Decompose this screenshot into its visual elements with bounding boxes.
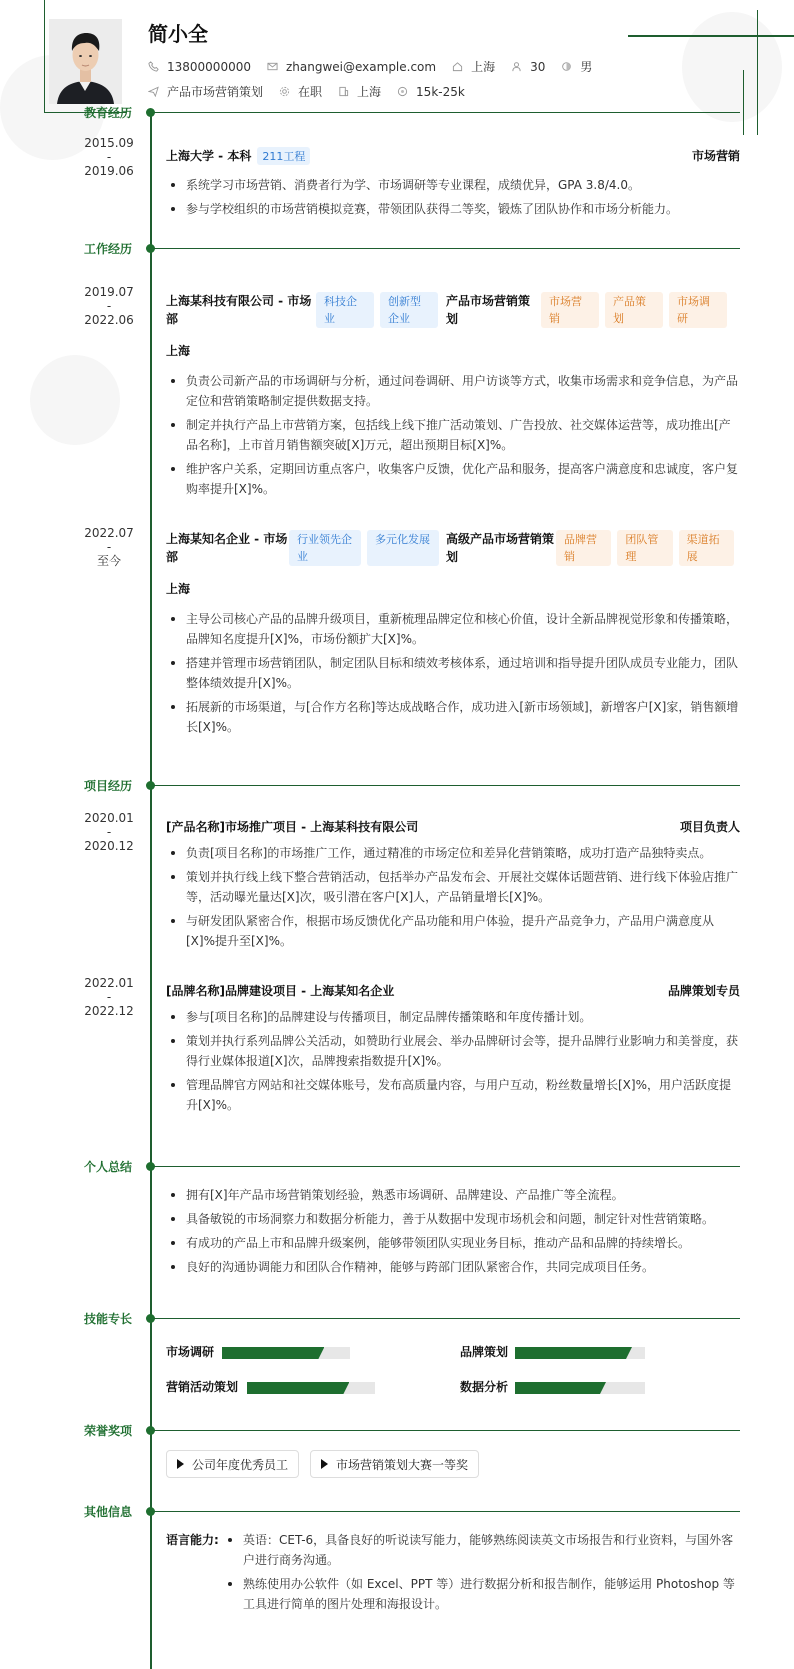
project-bullets xyxy=(166,843,740,951)
skill-name: 营销活动策划 xyxy=(166,1380,239,1394)
section-divider xyxy=(154,248,740,249)
project-bullets xyxy=(166,1007,740,1115)
decor-line-right-h xyxy=(628,35,794,37)
list-item: 具备敏锐的市场洞察力和数据分析能力，善于从数据中发现市场机会和问题，制定针对性营销策略。 xyxy=(166,1209,740,1229)
person-icon xyxy=(511,61,522,72)
major: 市场营销 xyxy=(691,149,740,163)
position-tag: 团队管理 xyxy=(617,530,672,566)
date-range: 2022.07 - 至今 xyxy=(84,526,134,568)
project-title: [产品名称]市场推广项目 - 上海某科技有限公司 xyxy=(166,820,419,834)
candidate-name: 简小全 xyxy=(148,22,208,46)
avatar xyxy=(49,19,122,104)
section-title-education: 教育经历 xyxy=(84,106,133,120)
work-location: 上海 xyxy=(166,582,191,596)
company-tag: 创新型企业 xyxy=(380,292,438,328)
skill-name: 市场调研 xyxy=(166,1345,215,1359)
skill-bar-fill xyxy=(515,1382,606,1394)
skill-bar-fill xyxy=(247,1382,349,1394)
section-divider xyxy=(154,1511,740,1512)
company-tags xyxy=(289,530,446,566)
contact-phone: 13800000000 xyxy=(148,60,251,74)
gender-icon xyxy=(561,61,572,72)
section-divider xyxy=(154,1318,740,1319)
intent-salary: 15k-25k xyxy=(397,85,465,99)
section-title-skills: 技能专长 xyxy=(84,1312,133,1326)
contact-age: 30 xyxy=(511,60,545,74)
education-header xyxy=(166,147,740,165)
section-title-summary: 个人总结 xyxy=(84,1160,133,1174)
summary-bullets xyxy=(166,1185,740,1277)
skill-bar xyxy=(222,1347,350,1359)
play-icon xyxy=(321,1459,328,1469)
project-entry xyxy=(166,982,740,1119)
project-role: 项目负责人 xyxy=(679,820,740,834)
section-divider xyxy=(154,1166,740,1167)
section-title-work: 工作经历 xyxy=(84,242,133,256)
decor-circle-top-right xyxy=(682,12,782,122)
school-name: 上海大学 - 本科 xyxy=(166,149,252,163)
list-item: 管理品牌官方网站和社交媒体账号，发布高质量内容，与用户互动，粉丝数量增长[X]%，用户活跃度提升[X]%。 xyxy=(166,1075,740,1115)
mail-icon xyxy=(267,61,278,72)
list-item: 良好的沟通协调能力和团队合作精神，能够与跨部门团队紧密合作，共同完成项目任务。 xyxy=(166,1257,740,1277)
section-divider xyxy=(154,1430,740,1431)
list-item: 策划并执行系列品牌公关活动，如赞助行业展会、举办品牌研讨会等，提升品牌行业影响力和美誉度，获得行业媒体报道[X]次，品牌搜索指数提升[X]%。 xyxy=(166,1031,740,1071)
list-item: 负责公司新产品的市场调研与分析，通过问卷调研、用户访谈等方式，收集市场需求和竞争信息，为产品定位和营销策略制定提供数据支持。 xyxy=(166,371,740,411)
position-tag: 产品策划 xyxy=(605,292,663,328)
decor-line-right-v1 xyxy=(757,10,758,135)
education-bullets xyxy=(166,175,740,219)
section-divider xyxy=(154,112,740,113)
decor-line-right-v2 xyxy=(743,70,744,135)
contact-city: 上海 xyxy=(452,58,495,75)
building-icon xyxy=(338,86,349,97)
job-intent-row xyxy=(148,83,481,100)
work-entry xyxy=(166,530,740,741)
section-title-awards: 荣誉奖项 xyxy=(84,1424,133,1438)
home-icon xyxy=(452,61,463,72)
work-entry xyxy=(166,292,740,503)
skill-name: 数据分析 xyxy=(460,1380,509,1394)
skill-bar xyxy=(515,1382,645,1394)
position-tags xyxy=(541,292,740,328)
company-tag: 行业领先企业 xyxy=(289,530,361,566)
play-icon xyxy=(177,1459,184,1469)
position-tag: 市场营销 xyxy=(541,292,599,328)
list-item: 参与[项目名称]的品牌建设与传播项目，制定品牌传播策略和年度传播计划。 xyxy=(166,1007,740,1027)
project-role: 品牌策划专员 xyxy=(667,984,740,998)
date-range: 2022.01 - 2022.12 xyxy=(84,976,134,1018)
date-range: 2015.09 - 2019.06 xyxy=(84,136,134,178)
work-bullets xyxy=(166,371,740,499)
section-divider xyxy=(154,785,740,786)
list-item: 参与学校组织的市场营销模拟竞赛，带领团队获得二等奖，锻炼了团队协作和市场分析能力。 xyxy=(166,199,740,219)
award-badge: 市场营销策划大赛一等奖 xyxy=(310,1450,479,1478)
job-title: 高级产品市场营销策划 xyxy=(446,532,555,564)
list-item: 熟练使用办公软件（如 Excel、PPT 等）进行数据分析和报告制作，能够运用 Photoshop 等工具进行简单的图片处理和海报设计。 xyxy=(223,1574,740,1614)
company-tags xyxy=(316,292,446,328)
company-tag: 多元化发展 xyxy=(367,530,439,566)
list-item: 主导公司核心产品的品牌升级项目，重新梳理品牌定位和核心价值，设计全新品牌视觉形象和传播策略，品牌知名度提升[X]%，市场份额扩大[X]%。 xyxy=(166,609,740,649)
company-name: 上海某科技有限公司 - 市场部 xyxy=(166,294,312,326)
position-tag: 渠道拓展 xyxy=(679,530,734,566)
position-tags xyxy=(556,530,740,566)
list-item: 负责[项目名称]的市场推广工作，通过精准的市场定位和差异化营销策略，成功打造产品独特卖点。 xyxy=(166,843,740,863)
position-tag: 品牌营销 xyxy=(556,530,611,566)
work-header xyxy=(166,530,740,566)
skill-bar xyxy=(515,1347,645,1359)
send-icon xyxy=(148,86,159,97)
status-icon xyxy=(279,86,290,97)
other-bullets xyxy=(223,1530,740,1618)
timeline-axis xyxy=(150,112,152,1669)
school-tag: 211工程 xyxy=(257,147,310,165)
list-item: 搭建并管理市场营销团队，制定团队目标和绩效考核体系，通过培训和指导提升团队成员专业能力，团队整体绩效提升[X]%。 xyxy=(166,653,740,693)
job-title: 产品市场营销策划 xyxy=(446,294,531,326)
position-tag: 市场调研 xyxy=(669,292,727,328)
work-location: 上海 xyxy=(166,344,191,358)
work-header xyxy=(166,292,740,328)
other-info xyxy=(166,1530,740,1618)
education-entry xyxy=(166,147,740,223)
money-icon xyxy=(397,86,408,97)
company-name: 上海某知名企业 - 市场部 xyxy=(166,532,288,564)
skill-bar-fill xyxy=(515,1347,632,1359)
phone-icon xyxy=(148,61,159,72)
intent-city: 上海 xyxy=(338,83,381,100)
list-item: 英语：CET-6，具备良好的听说读写能力，能够熟练阅读英文市场报告和行业资料，与国外客户进行商务沟通。 xyxy=(223,1530,740,1570)
skill-name: 品牌策划 xyxy=(460,1345,509,1359)
intent-position: 产品市场营销策划 xyxy=(148,83,263,100)
date-range: 2020.01 - 2020.12 xyxy=(84,811,134,853)
contact-row xyxy=(148,58,608,75)
list-item: 有成功的产品上市和品牌升级案例，能够带领团队实现业务目标，推动产品和品牌的持续增长。 xyxy=(166,1233,740,1253)
photo-frame-line xyxy=(44,0,45,112)
project-header xyxy=(166,982,740,999)
other-label: 语言能力: xyxy=(166,1533,219,1547)
award-badge: 公司年度优秀员工 xyxy=(166,1450,299,1478)
work-bullets xyxy=(166,609,740,737)
list-item: 拓展新的市场渠道，与[合作方名称]等达成战略合作，成功进入[新市场领域]，新增客户[X]家，销售额增长[X]%。 xyxy=(166,697,740,737)
skill-bar xyxy=(247,1382,375,1394)
contact-email: zhangwei@example.com xyxy=(267,60,436,74)
decor-circle-mid-left xyxy=(30,355,120,445)
list-item: 策划并执行线上线下整合营销活动，包括举办产品发布会、开展社交媒体话题营销、进行线下体验店推广等，活动曝光量达[X]次，吸引潜在客户[X]人，产品销量增长[X]%。 xyxy=(166,867,740,907)
skill-bar-fill xyxy=(222,1347,324,1359)
project-header xyxy=(166,818,740,835)
list-item: 系统学习市场营销、消费者行为学、市场调研等专业课程，成绩优异，GPA 3.8/4.0。 xyxy=(166,175,740,195)
list-item: 维护客户关系，定期回访重点客户，收集客户反馈，优化产品和服务，提高客户满意度和忠诚度，客户复购率提升[X]%。 xyxy=(166,459,740,499)
list-item: 与研发团队紧密合作，根据市场反馈优化产品功能和用户体验，提升产品竞争力，产品用户满意度从[X]%提升至[X]%。 xyxy=(166,911,740,951)
list-item: 制定并执行产品上市营销方案，包括线上线下推广活动策划、广告投放、社交媒体运营等，成功推出[产品名称]，上市首月销售额突破[X]万元，超出预期目标[X]%。 xyxy=(166,415,740,455)
project-title: [品牌名称]品牌建设项目 - 上海某知名企业 xyxy=(166,984,395,998)
intent-status: 在职 xyxy=(279,83,322,100)
project-entry xyxy=(166,818,740,955)
section-title-other: 其他信息 xyxy=(84,1505,133,1519)
summary-block xyxy=(166,1185,740,1281)
section-title-projects: 项目经历 xyxy=(84,779,133,793)
company-tag: 科技企业 xyxy=(316,292,374,328)
list-item: 拥有[X]年产品市场营销策划经验，熟悉市场调研、品牌建设、产品推广等全流程。 xyxy=(166,1185,740,1205)
contact-gender: 男 xyxy=(561,58,592,75)
date-range: 2019.07 - 2022.06 xyxy=(84,285,134,327)
